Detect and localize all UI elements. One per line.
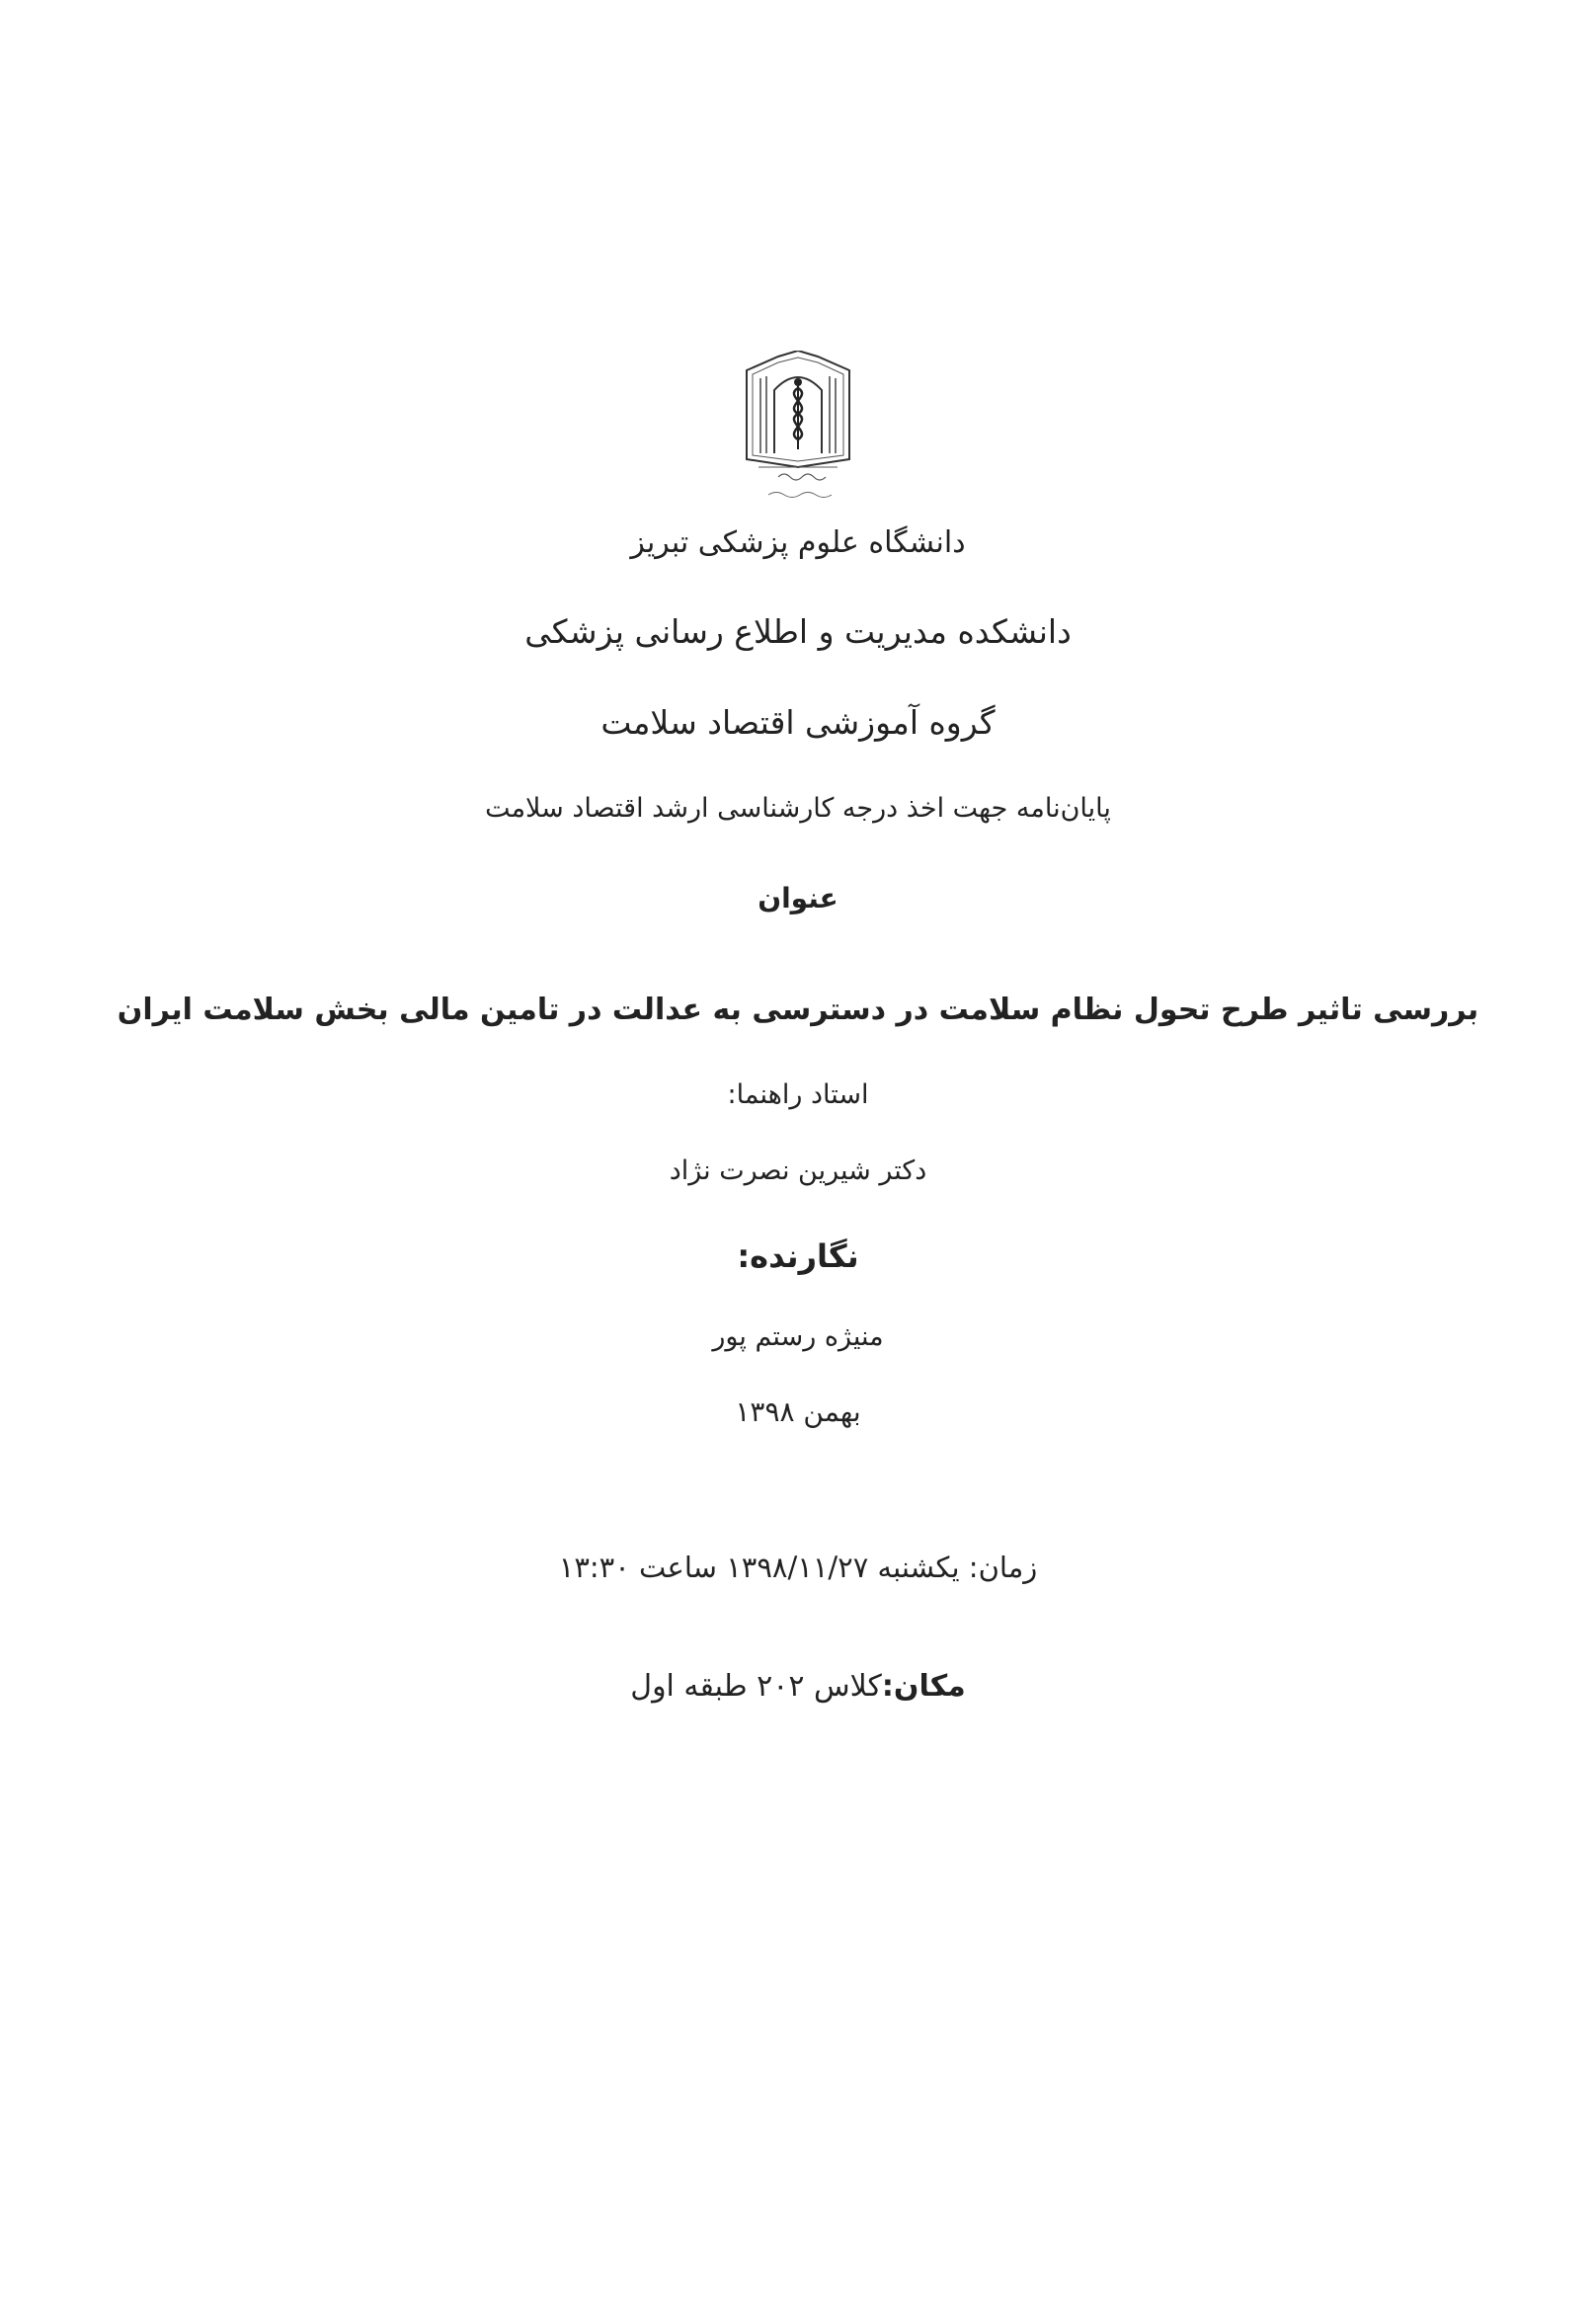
defense-place-label: مکان:	[881, 1669, 966, 1704]
defense-place	[0, 1669, 1596, 1704]
title-label: عنوان	[758, 882, 838, 915]
author-label: نگارنده:	[737, 1237, 859, 1275]
defense-time	[0, 1551, 1596, 1584]
department-name: گروه آموزشی اقتصاد سلامت	[600, 703, 996, 742]
university-emblem-icon	[739, 351, 857, 507]
university-name: دانشگاه علوم پزشکی تبریز	[630, 525, 966, 560]
defense-time-label: زمان:	[968, 1551, 1038, 1584]
thesis-purpose: پایان‌نامه جهت اخذ درجه کارشناسی ارشد اقتصاد سلامت	[485, 793, 1111, 824]
defense-time-value: یکشنبه ۱۳۹۸/۱۱/۲۷ ساعت ۱۳:۳۰	[558, 1551, 960, 1584]
author-name: منیژه رستم پور	[712, 1321, 884, 1352]
faculty-name: دانشکده مدیریت و اطلاع رسانی پزشکی	[524, 612, 1072, 651]
defense-place-value: کلاس ۲۰۲ طبقه اول	[630, 1669, 882, 1704]
thesis-title: بررسی تاثیر طرح تحول نظام سلامت در دسترسی به عدالت در تامین مالی بخش سلامت ایران	[117, 993, 1479, 1027]
submission-date: بهمن ۱۳۹۸	[735, 1395, 861, 1428]
supervisor-label: استاد راهنما:	[727, 1079, 869, 1110]
supervisor-name: دکتر شیرین نصرت نژاد	[669, 1155, 927, 1186]
